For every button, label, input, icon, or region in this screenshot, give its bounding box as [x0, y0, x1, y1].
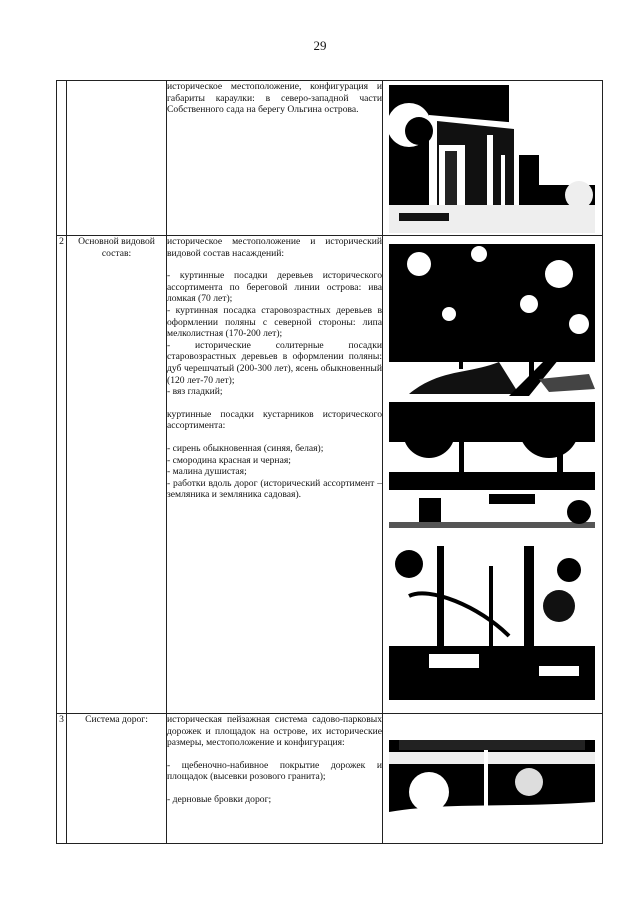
description-paragraph: - работки вдоль дорог (исторический ассортимент – земляника и земляника садовая).	[167, 477, 382, 501]
description-paragraph: - малина душистая;	[167, 466, 247, 478]
feature-description	[167, 714, 383, 844]
description-paragraph: - щебеночно-набивное покрытие дорожек и площадок (высевки розового гранита);	[167, 759, 382, 783]
table-row	[57, 236, 603, 714]
description-paragraph: историческое местоположение, конфигурация и габариты караулки: в северо-западной части Собственного сада на берегу Ольгина острова.	[167, 81, 382, 116]
description-paragraph: - исторические солитерные посадки старовозрастных деревьев в оформлении поляны: дуб черешчатый (200-300 лет), ясень обыкновенный (120 лет-70 лет);	[167, 339, 382, 386]
feature-name: Система дорог:	[67, 714, 167, 844]
row-number: 2	[57, 236, 67, 714]
feature-description	[167, 81, 383, 236]
description-paragraph: - сирень обыкновенная (синяя, белая);	[167, 442, 324, 454]
park-bench-trees-photo	[389, 402, 595, 540]
table-row	[57, 714, 603, 844]
tree-trunks-path-photo	[389, 546, 595, 700]
description-paragraph: - смородина красная и черная;	[167, 454, 291, 466]
feature-name: Основной видовой состав:	[67, 236, 167, 714]
description-paragraph: историческое местоположение и исторический видовой состав насаждений:	[167, 236, 382, 259]
description-paragraph: историческая пейзажная система садово-парковых дорожек и площадок на острове, их исторические размеры, местоположение и конфигурация:	[167, 714, 382, 749]
building-in-trees-photo	[389, 85, 595, 233]
page-number: 29	[313, 38, 327, 53]
photo-cell	[383, 236, 603, 714]
description-paragraph: - вяз гладкий;	[167, 386, 223, 398]
monument-features-table	[56, 80, 603, 844]
row-number: 3	[57, 714, 67, 844]
row-number	[57, 81, 67, 236]
description-paragraph: куртинные посадки кустарников исторического ассортимента:	[167, 408, 382, 432]
feature-name	[67, 81, 167, 236]
description-paragraph: - куртинная посадка старовозрастных деревьев в оформлении поляны с северной стороны: липа мелколистная (170-200 лет);	[167, 304, 382, 340]
description-paragraph: - дерновые бровки дорог;	[167, 793, 272, 805]
feature-description	[167, 236, 383, 714]
photo-cell	[383, 714, 603, 844]
photo-cell	[383, 81, 603, 236]
description-paragraph: - куртинные посадки деревьев исторического ассортимента по береговой линии острова: ива ломкая (70 лет);	[167, 270, 382, 305]
garden-path-photo	[389, 722, 595, 828]
table-row	[57, 81, 603, 236]
tree-canopy-photo	[389, 244, 595, 396]
